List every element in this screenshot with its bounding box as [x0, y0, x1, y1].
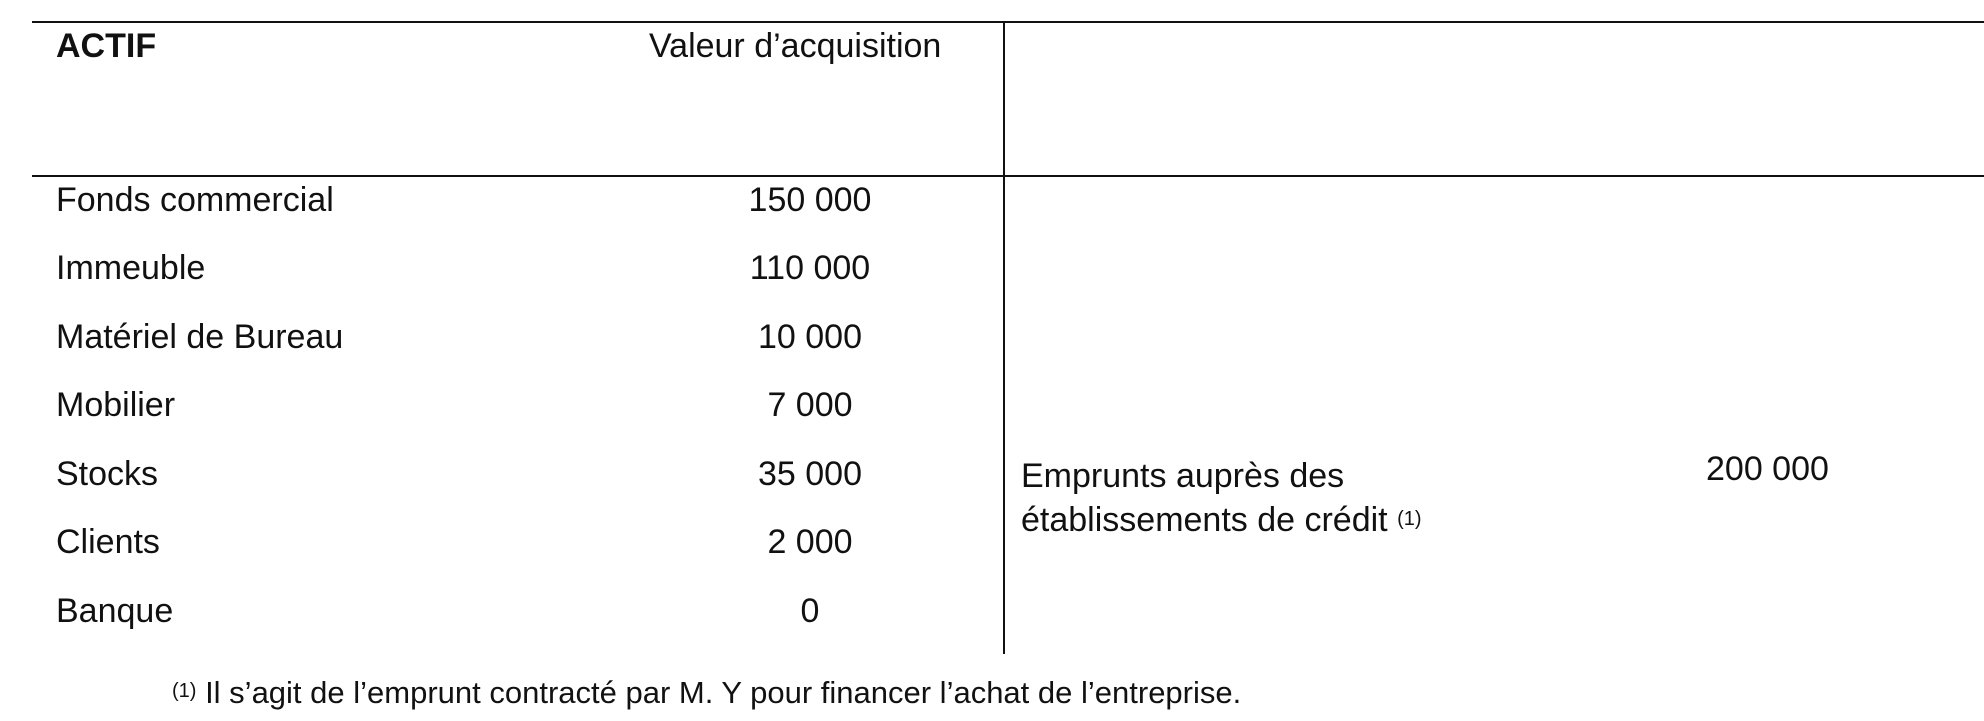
row-value-materiel-bureau: 10 000: [758, 318, 862, 356]
liability-label-line2-text: établissements de crédit: [1021, 501, 1388, 539]
row-label-clients: Clients: [56, 523, 160, 561]
row-value-immeuble: 110 000: [749, 249, 871, 287]
table-column-divider: [1003, 21, 1005, 654]
row-label-immeuble: Immeuble: [56, 249, 206, 287]
acquisition-value-header: Valeur d’acquisition: [649, 27, 942, 65]
row-value-fonds-commercial: 150 000: [748, 181, 872, 219]
row-label-fonds-commercial: Fonds commercial: [56, 181, 334, 219]
row-label-materiel-bureau: Matériel de Bureau: [56, 318, 344, 356]
row-value-mobilier: 7 000: [767, 386, 853, 424]
row-label-banque: Banque: [56, 592, 174, 630]
row-label-mobilier: Mobilier: [56, 386, 176, 424]
footnote-marker: (1): [172, 680, 197, 702]
row-value-banque: 0: [800, 592, 820, 630]
row-label-stocks: Stocks: [56, 455, 159, 493]
liability-note-marker: (1): [1397, 508, 1422, 530]
footnote: [172, 673, 1241, 713]
row-value-stocks: 35 000: [758, 455, 862, 493]
liability-label-line1: Emprunts auprès des: [1021, 457, 1345, 495]
footnote-text: Il s’agit de l’emprunt contracté par M. Y pour financer l’achat de l’entreprise.: [196, 675, 1242, 710]
liability-value: 200 000: [1706, 450, 1829, 488]
row-value-clients: 2 000: [767, 523, 853, 561]
table-header-rule: [32, 175, 1984, 177]
table-top-rule: [32, 21, 1984, 23]
liability-label-line2: [1021, 500, 1422, 540]
actif-header: ACTIF: [56, 27, 157, 65]
